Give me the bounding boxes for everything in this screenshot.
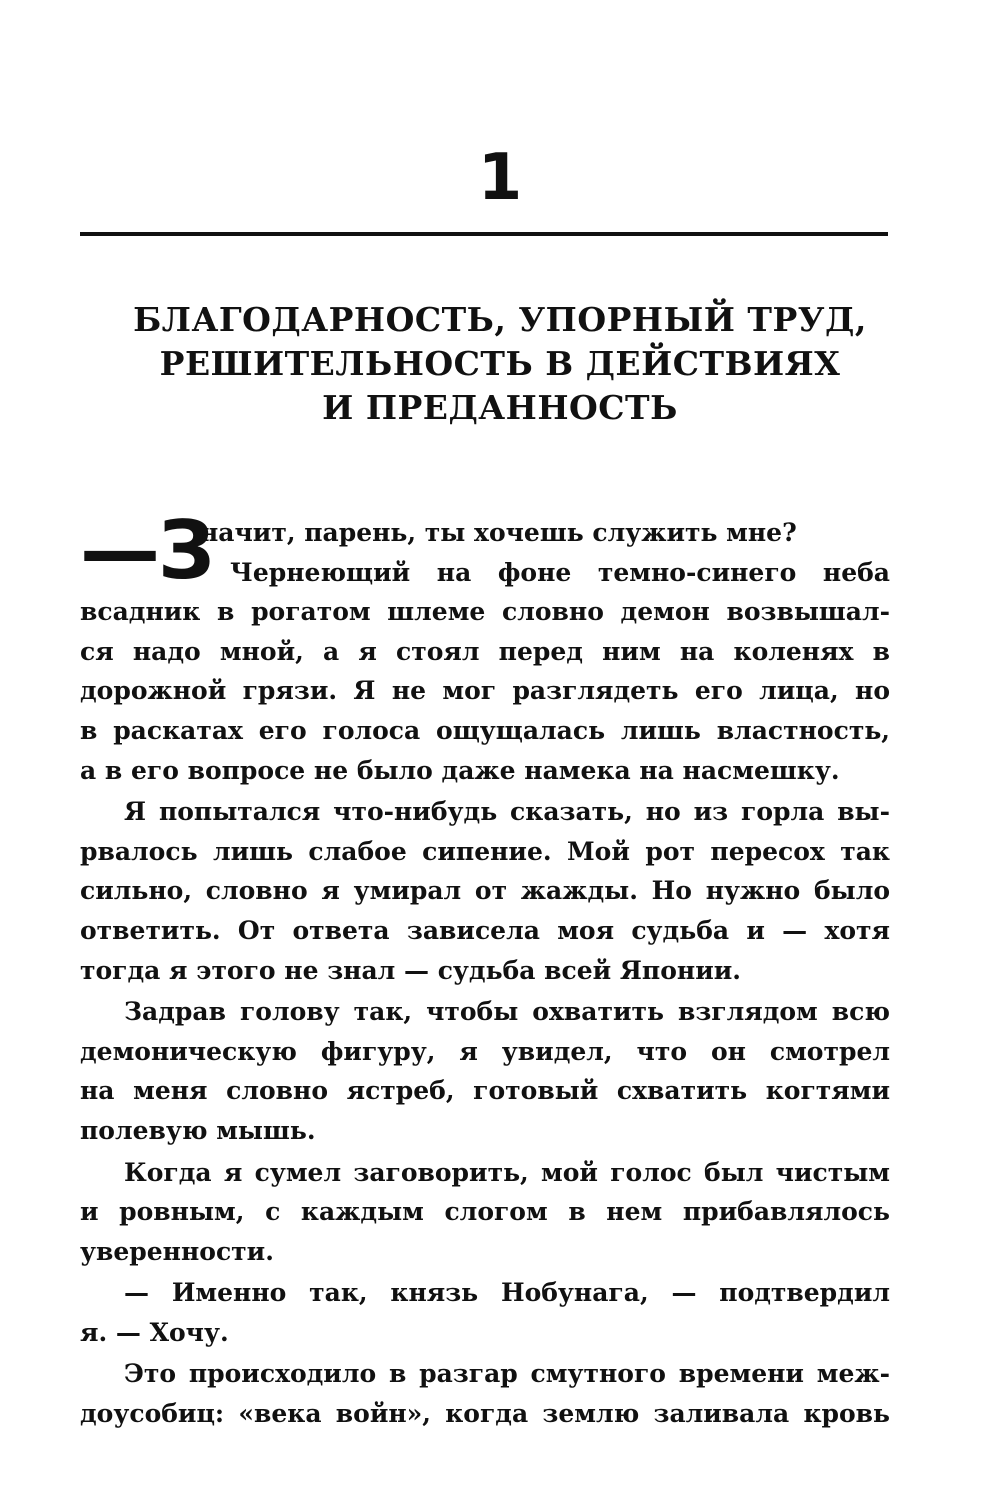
text-line: — Именно так, князь Нобунага, — подтвердил — [124, 1278, 890, 1308]
text-line: Когда я сумел заговорить, мой голос был чистым — [124, 1157, 890, 1187]
opening-paragraph-start — [80, 504, 890, 597]
text-line: в раскатах его голоса ощущалась лишь властность, — [80, 715, 890, 745]
drop-cap: —З — [80, 504, 213, 597]
paragraph — [80, 792, 890, 990]
text-line: Задрав голову так, чтобы охватить взглядом всю — [124, 997, 890, 1027]
text-line: и ровным, с каждым слогом в нем прибавлялось — [80, 1197, 890, 1227]
chapter-number: 1 — [477, 141, 523, 215]
text-line: ся надо мной, а я стоял перед ним на коленях в — [80, 636, 890, 666]
text-line: тогда я этого не знал — судьба всей Японии. — [80, 955, 741, 985]
text-line: рвалось лишь слабое сипение. Мой рот пересох так — [80, 836, 890, 866]
text-line: я. — Хочу. — [80, 1317, 229, 1347]
text-line: Это происходило в разгар смутного времени меж- — [124, 1359, 890, 1389]
text-line: доусобиц: «века войн», когда землю заливала кровь — [80, 1399, 890, 1429]
text-line: начит, парень, ты хочешь служить мне? — [200, 518, 797, 547]
text-line: на меня словно ястреб, готовый схватить когтями — [80, 1076, 890, 1106]
chapter-title — [70, 298, 930, 430]
text-line: дорожной грязи. Я не мог разглядеть его лица, но — [80, 676, 890, 706]
paragraph — [80, 1273, 890, 1352]
text-line: полевую мышь. — [80, 1115, 316, 1145]
text-line: демоническую фигуру, я увидел, что он смотрел — [80, 1036, 890, 1066]
chapter-title-line: РЕШИТЕЛЬНОСТЬ В ДЕЙСТВИЯХ — [159, 344, 841, 383]
chapter-title-line: И ПРЕДАННОСТЬ — [322, 388, 678, 427]
text-line: а в его вопросе не было даже намека на насмешку. — [80, 755, 840, 785]
text-line: сильно, словно я умирал от жажды. Но нужно было — [80, 876, 890, 906]
paragraph — [80, 992, 890, 1150]
paragraph — [80, 1153, 890, 1272]
text-line: Чернеющий на фоне темно-синего неба — [230, 557, 890, 587]
paragraph — [80, 592, 890, 790]
chapter-title-line: БЛАГОДАРНОСТЬ, УПОРНЫЙ ТРУД, — [133, 300, 867, 339]
chapter-divider — [80, 232, 888, 236]
text-line: Я попытался что-нибудь сказать, но из горла вы- — [124, 797, 890, 827]
body-text — [80, 504, 890, 1434]
text-line: ответить. От ответа зависела моя судьба и — хотя — [80, 915, 890, 945]
text-line: всадник в рогатом шлеме словно демон возвышал- — [80, 597, 890, 627]
text-line: уверенности. — [80, 1236, 274, 1266]
paragraph — [80, 1354, 890, 1433]
